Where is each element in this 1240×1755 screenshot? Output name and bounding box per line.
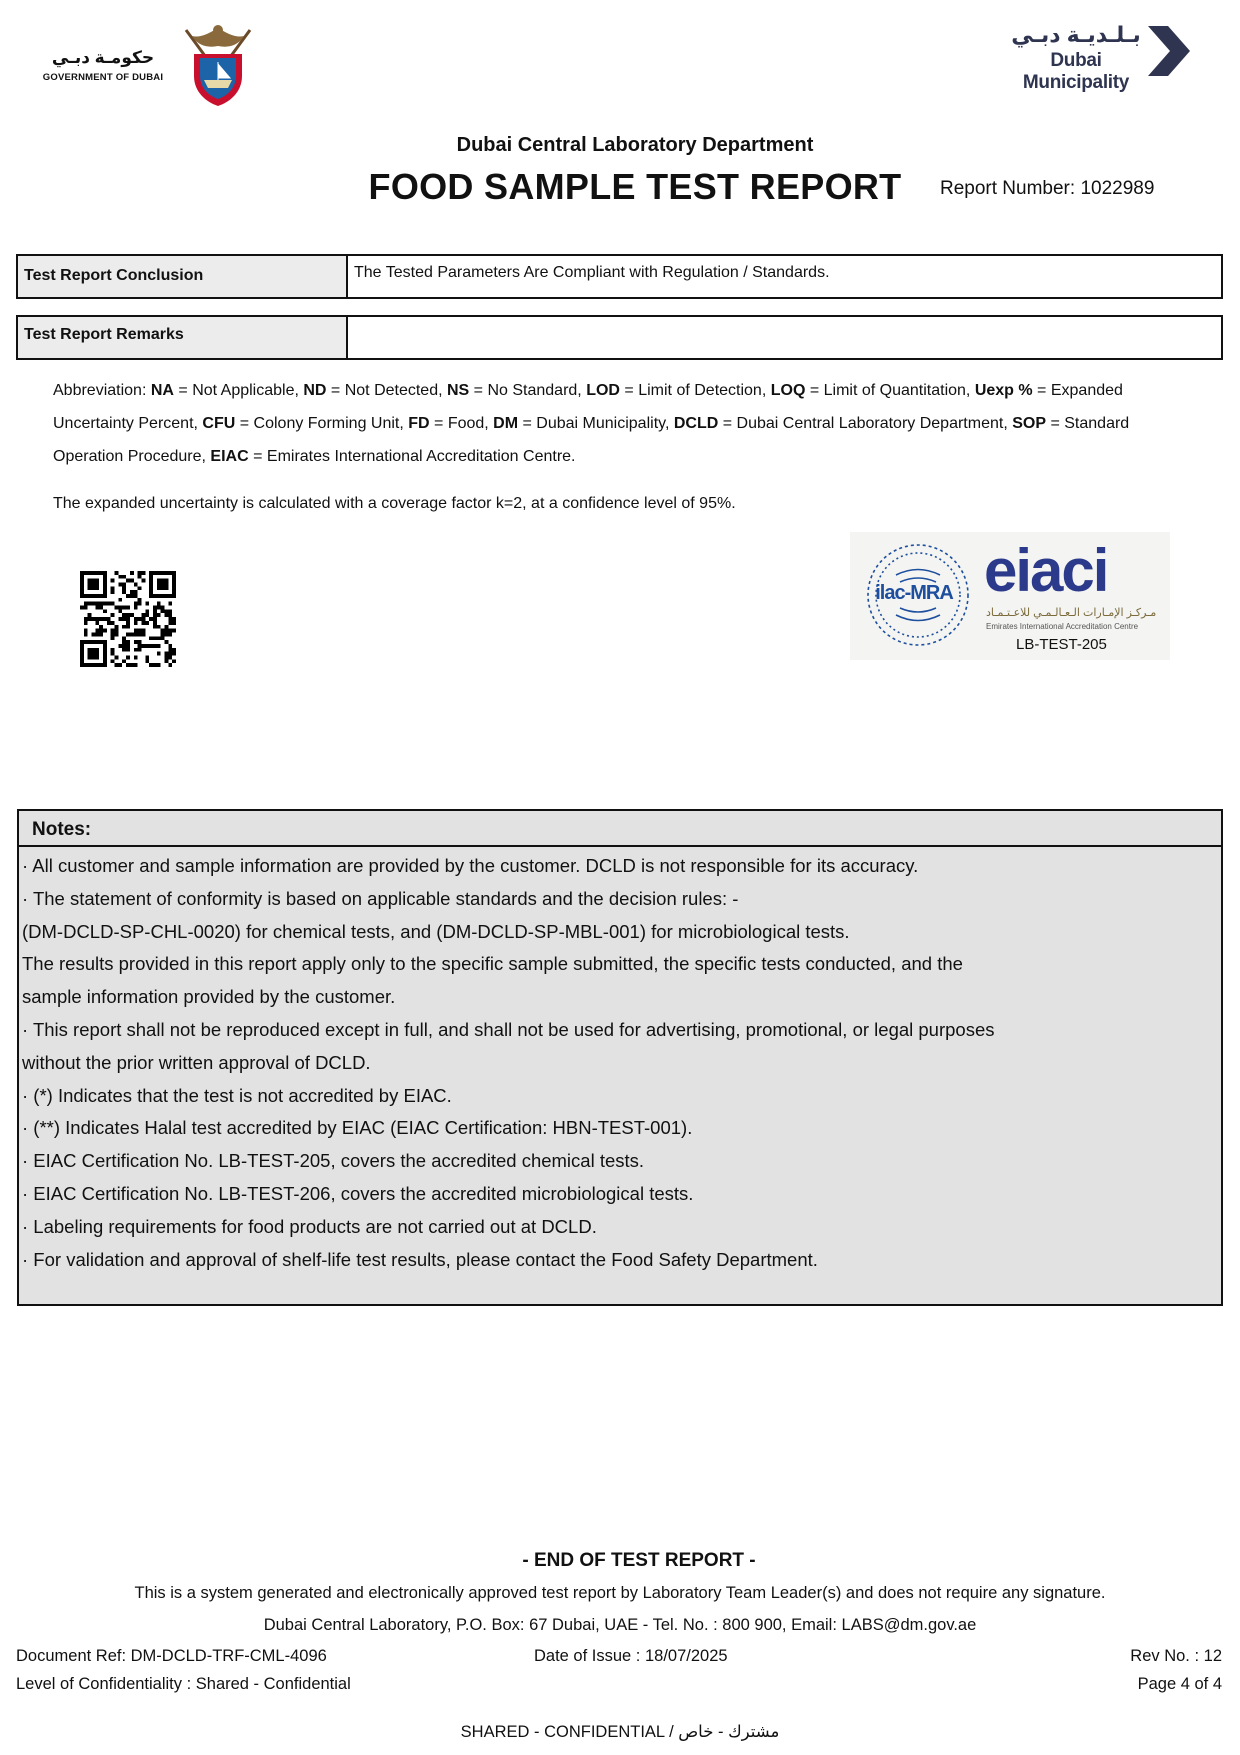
abbreviation-meaning: = Colony Forming Unit, <box>235 415 409 432</box>
abbreviation-term: LOQ <box>770 382 806 399</box>
abbreviation-meaning: = Not Detected, <box>326 382 447 399</box>
lab-contact-info: Dubai Central Laboratory, P.O. Box: 67 Dubai, UAE - Tel. No. : 800 900, Email: LABS@dm.gov.ae <box>263 1616 977 1634</box>
note-line: sample information provided by the customer. <box>22 986 396 1008</box>
abbreviation-term: LOD <box>586 382 620 399</box>
note-line: · (*) Indicates that the test is not accredited by EIAC. <box>22 1084 452 1106</box>
abbreviation-meaning: = Expanded Uncertainty Percent, <box>53 382 1123 432</box>
abbreviation-term: FD <box>408 415 430 432</box>
report-title: FOOD SAMPLE TEST REPORT <box>368 166 902 207</box>
abbreviations-list <box>53 382 1129 465</box>
note-line: · EIAC Certification No. LB-TEST-205, covers the accredited chemical tests. <box>22 1150 645 1172</box>
abbreviations-intro: Abbreviation: <box>53 382 151 399</box>
abbreviation-meaning: = Limit of Quantitation, <box>805 382 975 399</box>
abbreviation-meaning: = Dubai Central Laboratory Department, <box>718 415 1013 432</box>
falcon-emblem-icon <box>178 20 258 110</box>
abbreviation-term: NS <box>447 382 470 399</box>
conclusion-box <box>16 254 1223 299</box>
eiac-english-name: Emirates International Accreditation Centre <box>986 622 1139 631</box>
notes-box <box>17 809 1223 1306</box>
date-of-issue: Date of Issue : 18/07/2025 <box>534 1647 728 1665</box>
abbreviation-term: Uexp % <box>974 382 1033 399</box>
abbreviation-term: NA <box>150 382 174 399</box>
uncertainty-note: The expanded uncertainty is calculated with a coverage factor k=2, at a confidence level of 95%. <box>53 495 736 512</box>
eiac-wordmark: eiaci <box>984 537 1108 604</box>
remarks-value <box>348 317 1221 358</box>
revision-number: Rev No. : 12 <box>1130 1647 1222 1665</box>
note-line: · Labeling requirements for food products are not carried out at DCLD. <box>22 1215 597 1237</box>
report-number-label: Report Number: <box>940 178 1076 199</box>
note-line: · For validation and approval of shelf-life test results, please contact the Food Safety Department. <box>22 1248 818 1270</box>
abbreviation-term: EIAC <box>210 448 249 465</box>
note-line: · The statement of conformity is based on applicable standards and the decision rules: - <box>22 887 739 909</box>
end-of-report: - END OF TEST REPORT - <box>522 1550 756 1571</box>
chevron-right-icon <box>1146 24 1192 78</box>
abbreviation-term: DM <box>493 415 519 432</box>
document-reference: Document Ref: DM-DCLD-TRF-CML-4096 <box>16 1647 327 1665</box>
eiac-arabic-name: مـركـز الإمـارات الـعـالـمـي للاعـتـمـاد <box>986 607 1157 619</box>
ilac-mra-text: ilac-MRA <box>875 582 953 604</box>
dubai-municipality-logo <box>996 22 1198 93</box>
abbreviation-term: CFU <box>202 415 236 432</box>
abbreviations-paragraph <box>53 374 1193 473</box>
dm-logo-arabic: بـلـديـة دبـي <box>1011 22 1141 47</box>
note-line: · All customer and sample information are provided by the customer. DCLD is not responsible for its accuracy. <box>22 855 919 876</box>
qr-code-icon[interactable] <box>80 571 176 667</box>
confidentiality-level: Level of Confidentiality : Shared - Confidential <box>16 1675 351 1693</box>
abbreviation-meaning: = Dubai Municipality, <box>518 415 674 432</box>
shared-confidential-label: SHARED - CONFIDENTIAL / مشترك - خاص <box>460 1723 780 1741</box>
conclusion-value: The Tested Parameters Are Compliant with Regulation / Standards. <box>354 264 830 281</box>
abbreviation-meaning: = Not Applicable, <box>173 382 304 399</box>
abbreviation-meaning: = Food, <box>429 415 494 432</box>
note-line: The results provided in this report apply only to the specific sample submitted, the specific tests conducted, and the <box>22 953 963 975</box>
gov-logo-english: GOVERNMENT OF DUBAI <box>42 72 164 83</box>
remarks-box <box>16 315 1223 360</box>
note-line: · (**) Indicates Halal test accredited by EIAC (EIAC Certification: HBN-TEST-001). <box>22 1117 693 1139</box>
page-number: Page 4 of 4 <box>1137 1675 1222 1693</box>
remarks-label: Test Report Remarks <box>18 317 348 358</box>
eiac-certificate-code: LB-TEST-205 <box>1016 636 1107 653</box>
dm-logo-english: Dubai Municipality <box>1022 50 1130 93</box>
note-line: · This report shall not be reproduced except in full, and shall not be used for advertising, promotional, or legal purposes <box>22 1018 995 1040</box>
government-of-dubai-logo <box>30 18 240 110</box>
abbreviation-meaning: = Standard Operation Procedure, <box>53 415 1130 465</box>
abbreviation-term: ND <box>303 382 327 399</box>
note-line: without the prior written approval of DCLD. <box>22 1051 371 1073</box>
report-number-value: 1022989 <box>1080 178 1155 199</box>
abbreviation-meaning: = Limit of Detection, <box>619 382 771 399</box>
notes-body <box>19 847 1221 1276</box>
abbreviation-meaning: = No Standard, <box>469 382 587 399</box>
abbreviation-meaning: = Emirates International Accreditation Centre. <box>248 448 576 465</box>
abbreviation-term: SOP <box>1012 415 1047 432</box>
report-number <box>940 178 1154 200</box>
note-line: · EIAC Certification No. LB-TEST-206, covers the accredited microbiological tests. <box>22 1182 694 1204</box>
gov-logo-arabic: حكومـة دبـي <box>51 48 155 67</box>
accreditation-logos <box>850 532 1170 660</box>
system-generated-notice: This is a system generated and electronically approved test report by Laboratory Team Leader(s) and does not require any signature. <box>134 1584 1106 1602</box>
abbreviation-term: DCLD <box>673 415 719 432</box>
department-name: Dubai Central Laboratory Department <box>456 134 814 156</box>
conclusion-label: Test Report Conclusion <box>18 256 348 297</box>
note-line: (DM-DCLD-SP-CHL-0020) for chemical tests, and (DM-DCLD-SP-MBL-001) for microbiological tests. <box>22 920 850 942</box>
notes-heading: Notes: <box>19 811 1221 847</box>
